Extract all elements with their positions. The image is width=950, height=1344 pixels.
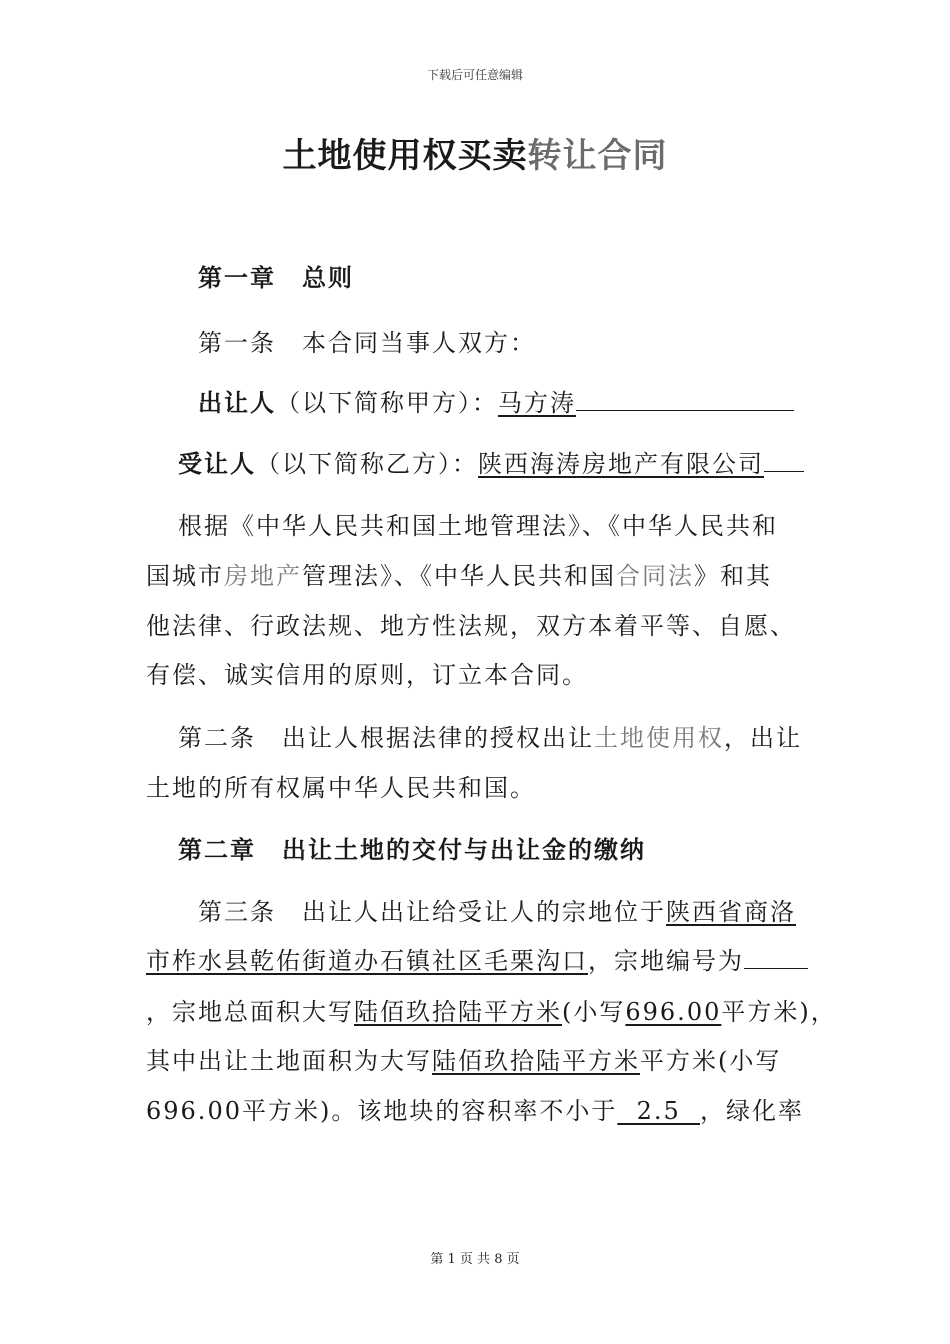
- basis-line-4: 有偿、诚实信用的原则，订立本合同。: [146, 661, 588, 689]
- parcel-number-blank: [744, 944, 808, 969]
- transferor-line: [198, 383, 794, 418]
- art2-a: 第二条 出让人根据法律的授权出让: [178, 724, 594, 752]
- article-1: 第一条 本合同当事人双方：: [198, 329, 536, 357]
- basis-l2b: 房地产: [224, 562, 302, 590]
- art3-l4b: 陆佰玖拾陆平方米: [432, 1047, 640, 1075]
- basis-l2d: 合同法: [616, 562, 694, 590]
- title-main: 土地使用权买卖: [282, 136, 528, 176]
- article-3-line-5: [146, 1091, 804, 1126]
- art3-l3c: (小写: [562, 998, 626, 1026]
- art3-l3d: 696.00: [625, 998, 722, 1026]
- page-number: 第 1 页 共 8 页: [430, 1252, 520, 1267]
- chapter-2-heading: 第二章 出让土地的交付与出让金的缴纳: [178, 835, 646, 864]
- transferor-name: 马方涛: [498, 389, 576, 417]
- transferee-line: [178, 444, 804, 479]
- basis-line-2: [146, 556, 772, 591]
- art3-l4a: 其中出让土地面积为大写: [146, 1047, 432, 1075]
- basis-line-3: 他法律、行政法规、地方性法规，双方本着平等、自愿、: [146, 612, 796, 640]
- art3-l4c: 平方米(小写: [640, 1047, 782, 1075]
- basis-l2a: 国城市: [146, 562, 224, 590]
- transferor-label: 出让人: [198, 388, 276, 417]
- chapter-1-heading: 第一章 总则: [198, 263, 354, 292]
- transferee-name: 陕西海涛房地产有限公司: [478, 450, 764, 478]
- article-3-line-4: [146, 1041, 781, 1076]
- art2-b: 土地使用权: [594, 724, 724, 752]
- article-2-line-2: 土地的所有权属中华人民共和国。: [146, 774, 536, 802]
- basis-line-1: 根据《中华人民共和国土地管理法》、《中华人民共和: [178, 512, 778, 540]
- art2-c: ，出让: [724, 724, 802, 752]
- art3-l3e: 平方米)，: [721, 998, 837, 1026]
- document-title: [0, 128, 950, 177]
- transferee-label: 受让人: [178, 449, 256, 478]
- article-2-line-1: [178, 718, 802, 753]
- article-3-line-3: [146, 992, 837, 1027]
- transferor-paren: （以下简称甲方）：: [276, 389, 498, 417]
- transferee-paren: （以下简称乙方）：: [256, 450, 478, 478]
- title-tail: 转让合同: [527, 136, 668, 176]
- article-3-line-2: [146, 941, 808, 976]
- art3-l2a: 市柞水县乾佑街道办石镇社区毛栗沟口: [146, 947, 588, 975]
- article-3-line-1: [198, 892, 796, 927]
- art3-l1b: 陕西省商洛: [666, 898, 796, 926]
- art3-l3a: ，宗地总面积大写: [146, 998, 354, 1026]
- art3-l5c: ，绿化率: [700, 1097, 805, 1125]
- art3-l3b: 陆佰玖拾陆平方米: [354, 998, 562, 1026]
- art3-l1a: 第三条 出让人出让给受让人的宗地位于: [198, 898, 666, 926]
- page-header-note: 下载后可任意编辑: [426, 68, 523, 82]
- art3-l5b: 2.5: [617, 1097, 701, 1125]
- basis-l2c: 管理法》、《中华人民共和国: [302, 562, 616, 590]
- transferor-blank: [576, 386, 794, 411]
- basis-l2e: 》和其: [694, 562, 772, 590]
- art3-l5a: 696.00平方米)。该地块的容积率不小于: [146, 1097, 618, 1125]
- transferee-blank: [764, 447, 804, 472]
- art3-l2b: ，宗地编号为: [588, 947, 744, 975]
